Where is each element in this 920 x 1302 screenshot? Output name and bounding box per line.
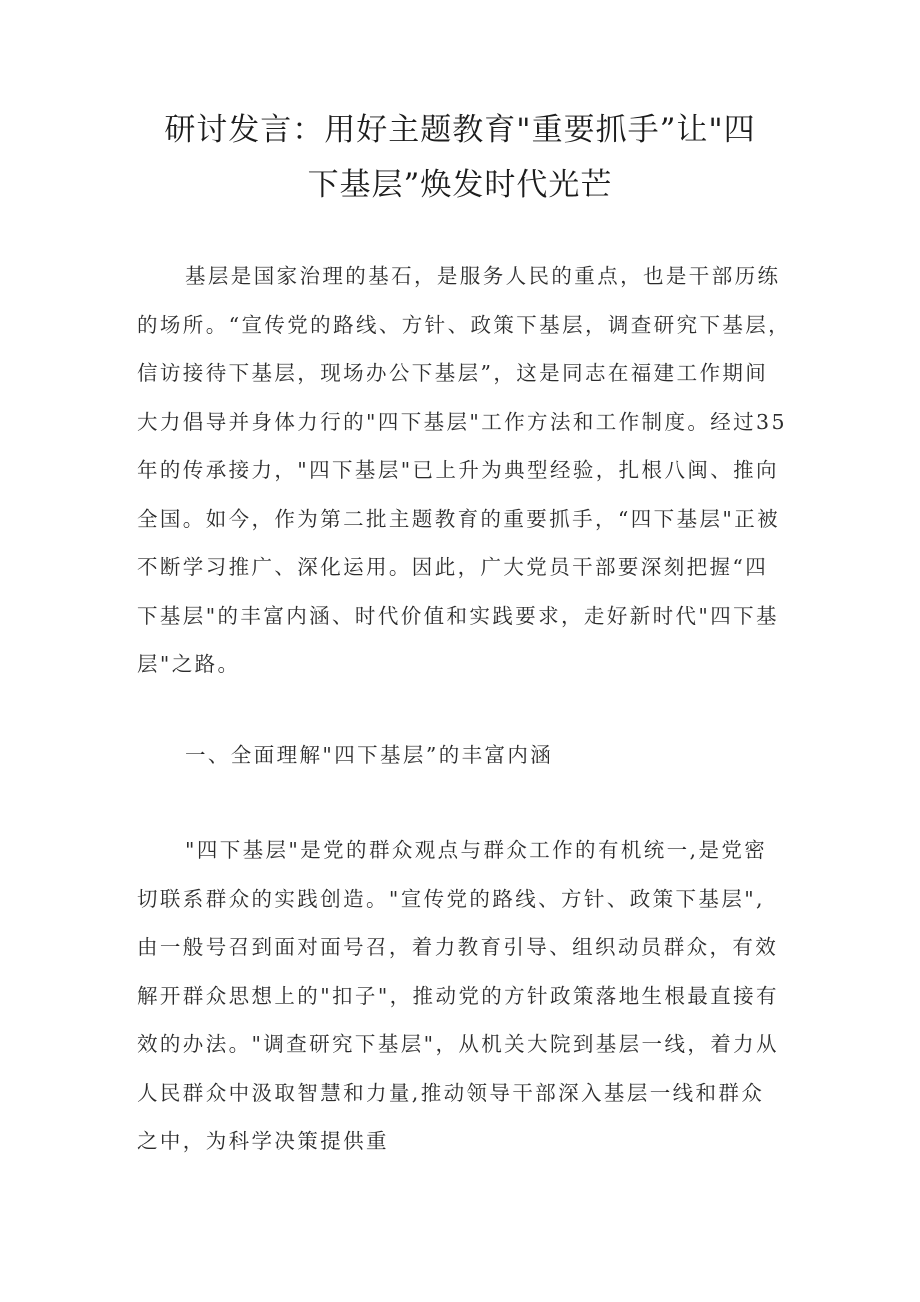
paragraph-line: 解开群众思想上的"扣子"，推动党的方针政策落地生根最直接有 xyxy=(137,983,779,1008)
paragraph-line: 人民群众中汲取智慧和力量,推动领导干部深入基层一线和群众 xyxy=(137,1080,765,1105)
title-line-2: 下基层”焕发时代光芒 xyxy=(307,167,613,203)
paragraph-line: 之中，为科学决策提供重 xyxy=(137,1129,389,1153)
paragraph-line: 效的办法。"调查研究下基层"，从机关大院到基层一线，着力从 xyxy=(137,1032,779,1056)
paragraph-line: 全国。如今，作为第二批主题教育的重要抓手，“四下基层"正被 xyxy=(137,506,781,531)
paragraph-line: 由一般号召到面对面号召，着力教育引导、组织动员群众，有效 xyxy=(137,935,779,959)
paragraph-line: 大力倡导并身体力行的"四下基层"工作方法和工作制度。经过35 xyxy=(137,409,787,434)
paragraph-line: 下基层"的丰富内涵、时代价值和实践要求，走好新时代"四下基 xyxy=(137,603,779,628)
paragraph-line: 信访接待下基层，现场办公下基层”，这是同志在福建工作期间 xyxy=(137,361,769,385)
title-line-1: 研讨发言：用好主题教育"重要抓手”让"四 xyxy=(164,112,756,148)
paragraph-line: 不断学习推广、深化运用。因此，广大党员干部要深刻把握“四 xyxy=(137,555,769,579)
document-title xyxy=(120,103,800,213)
section-heading-1: 一、全面理解"四下基层”的丰富内涵 xyxy=(185,743,554,767)
paragraph-section-1 xyxy=(137,826,792,1166)
paragraph-intro xyxy=(137,252,792,689)
paragraph-line: 年的传承接力，"四下基层"已上升为典型经验，扎根八闽、推向 xyxy=(137,458,779,482)
paragraph-line: 切联系群众的实践创造。"宣传党的路线、方针、政策下基层", xyxy=(137,886,765,911)
paragraph-line: 层"之路。 xyxy=(137,652,241,676)
paragraph-line: 的场所。“宣传党的路线、方针、政策下基层，调查研究下基层， xyxy=(137,312,792,337)
paragraph-line: "四下基层"是党的群众观点与群众工作的有机统一,是党密 xyxy=(185,838,768,862)
paragraph-line: 基层是国家治理的基石，是服务人民的重点，也是干部历练 xyxy=(185,264,781,288)
